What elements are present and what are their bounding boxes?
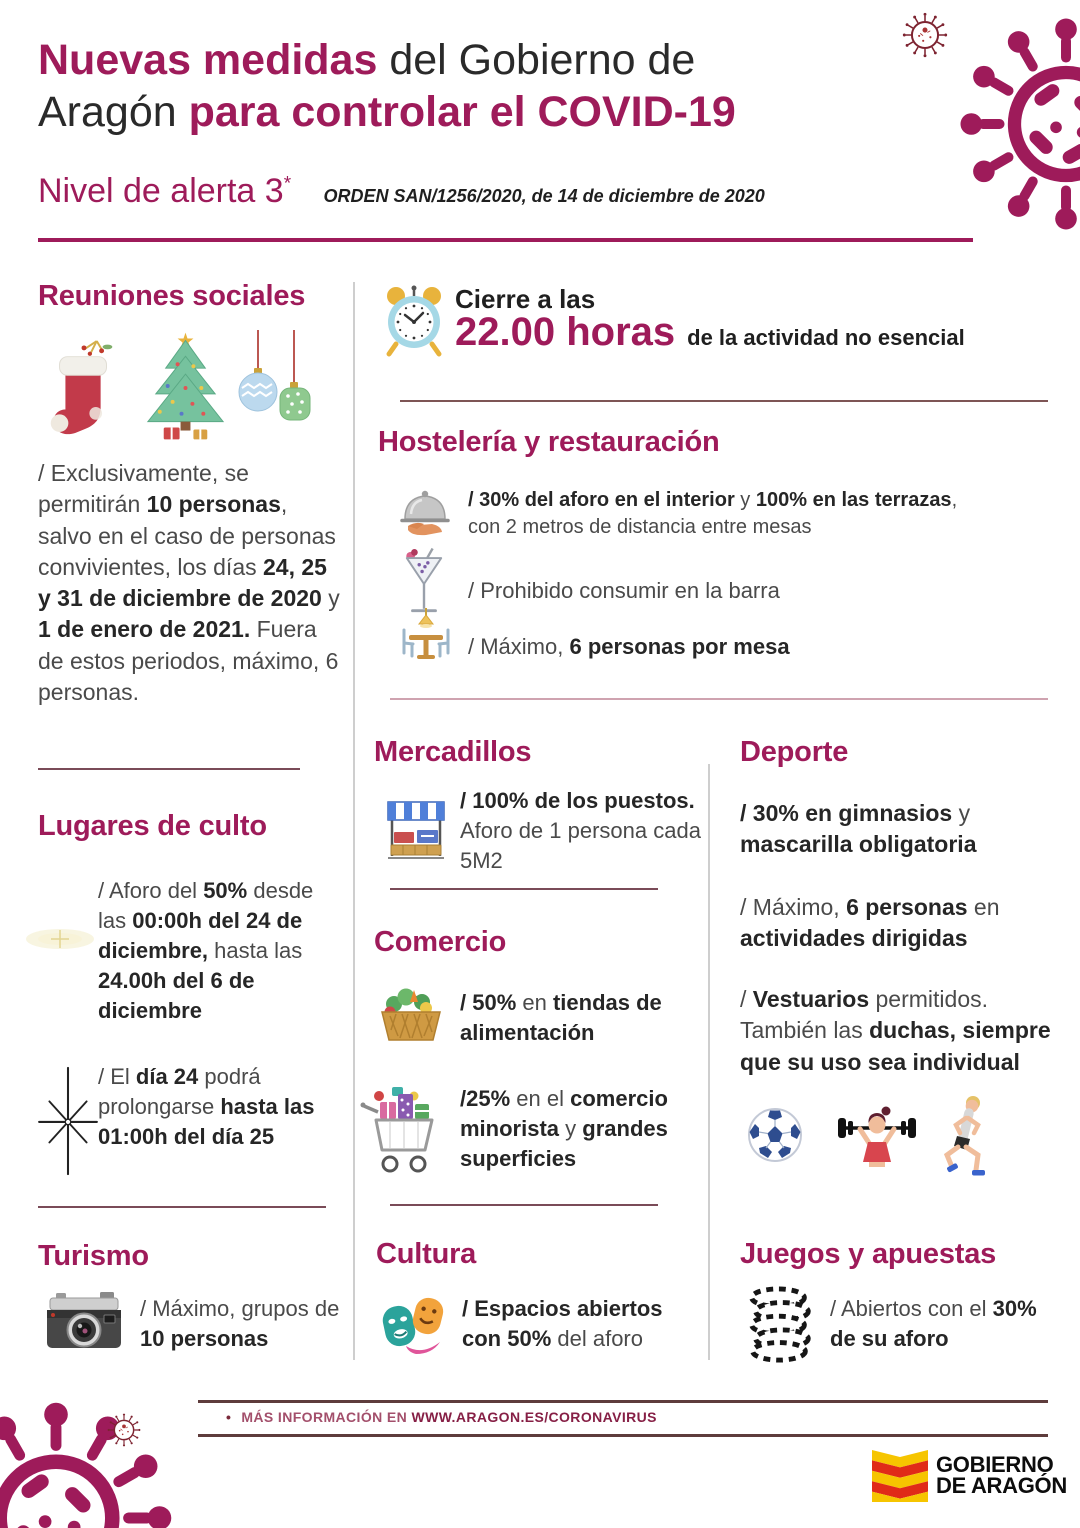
lugares-item-1: / Aforo del 50% desde las 00:00h del 24 de diciembre, hasta las 24.00h del 6 de diciembre [98,878,314,1023]
section-divider [390,1204,658,1206]
turismo-item-1: / Máximo, grupos de 10 personas [140,1296,340,1351]
section-comercio-title: Comercio [374,926,507,958]
weightlifting-icon [836,1098,918,1178]
cultura-item-1: / Espacios abiertos con 50% del aforo [462,1296,663,1351]
ornaments-icon [232,330,320,442]
lugares-item-2: / El día 24 podrá prolongarse hasta las 01:00h del día 25 [98,1064,315,1149]
mercadillos-item-1: / 100% de los puestos. Aforo de 1 persona cada 5M2 [460,788,701,873]
column-divider [708,764,710,1360]
christmas-stocking-icon [40,332,128,442]
title-line1: Nuevas medidas del Gobierno de [38,36,696,84]
logo-text: GOBIERNO DE ARAGÓN [936,1452,1067,1498]
hosteleria-item-2: / Prohibido consumir en la barra [468,578,780,603]
juegos-item-1: / Abiertos con el 30% de su aforo [830,1296,1037,1351]
reuniones-text: / Exclusivamente, se permitirán 10 personas, salvo en el caso de personas convivientes, los días 24, 25 y 31 de diciembre de 2020 y 1 de enero de 2021. Fuera de estos periodos, máximo, 6 personas. [38,460,340,705]
section-divider [390,698,1048,700]
closing-time: 22.00 horas [455,310,676,354]
deporte-item-2: / Máximo, 6 personas en actividades dirigidas [740,894,1000,952]
alert-row [38,172,938,211]
closing-time-row [455,310,1055,355]
section-reuniones-title: Reuniones sociales [38,280,306,312]
hosteleria-item-1 [468,487,1053,541]
aragon-flag-mark-icon [872,1450,928,1502]
coronavirus-outline-icon [104,1410,144,1450]
footer-url-link[interactable]: WWW.ARAGON.ES/CORONAVIRUS [411,1409,657,1425]
section-divider [400,400,1048,402]
footer-divider-top [198,1400,1048,1403]
section-divider [38,1206,326,1208]
section-mercadillos-title: Mercadillos [374,736,532,768]
closing-suffix: de la actividad no esencial [687,325,965,350]
comercio-item-1: / 50% en tiendas de alimentación [460,990,662,1045]
deporte-item-3: / Vestuarios permitidos. También las duchas, siempre que su uso sea individual [740,986,1051,1075]
footer-divider-bottom [198,1434,1048,1437]
running-icon [936,1092,996,1184]
camera-icon [44,1288,124,1352]
deporte-item-1: / 30% en gimnasios y mascarilla obligatoria [740,800,977,858]
section-hosteleria-title: Hostelería y restauración [378,426,720,458]
column-divider [353,282,355,1360]
section-turismo-title: Turismo [38,1240,149,1272]
gobierno-aragon-logo [872,1450,1067,1502]
coronavirus-icon [958,16,1080,232]
table-chairs-icon [394,608,458,668]
theater-masks-icon [376,1290,452,1362]
bullet: • [226,1409,232,1425]
alarm-clock-icon [382,282,446,358]
footer-info-label: MÁS INFORMACIÓN EN [241,1409,412,1425]
serving-cloche-icon [398,486,452,540]
market-stall-icon [384,796,448,864]
order-reference: ORDEN SAN/1256/2020, de 14 de diciembre de 2020 [323,186,765,206]
header-divider [38,238,973,242]
hosteleria-item-3: / Máximo, 6 personas por mesa [468,634,790,659]
page-title [38,34,878,139]
coronavirus-outline-icon [898,8,952,62]
christmas-tree-icon [138,330,233,442]
hosteleria-item-1-line2: con 2 metros de distancia entre mesas [468,516,812,539]
coronavirus-icon [0,1400,174,1528]
hosteleria-item-1-line1: / 30% del aforo en el interior y 100% en las terrazas, [468,489,958,511]
section-divider [390,888,658,890]
poker-chips-icon [746,1286,814,1364]
section-cultura-title: Cultura [376,1238,477,1270]
shopping-cart-icon [356,1082,446,1178]
comercio-item-2: /25% en el comercio minorista y grandes superficies [460,1086,668,1171]
title-line2: Aragón para controlar el COVID-19 [38,88,736,137]
faded-star-icon [22,920,98,958]
soccer-ball-icon [746,1106,804,1164]
alert-level: Nivel de alerta 3* [38,172,292,210]
footer-info [226,1409,657,1425]
section-deporte-title: Deporte [740,736,849,768]
closing-intro: Cierre a las [455,284,596,314]
section-lugares-title: Lugares de culto [38,810,267,842]
food-basket-icon [376,982,446,1046]
section-divider [38,768,300,770]
section-juegos-title: Juegos y apuestas [740,1238,997,1270]
